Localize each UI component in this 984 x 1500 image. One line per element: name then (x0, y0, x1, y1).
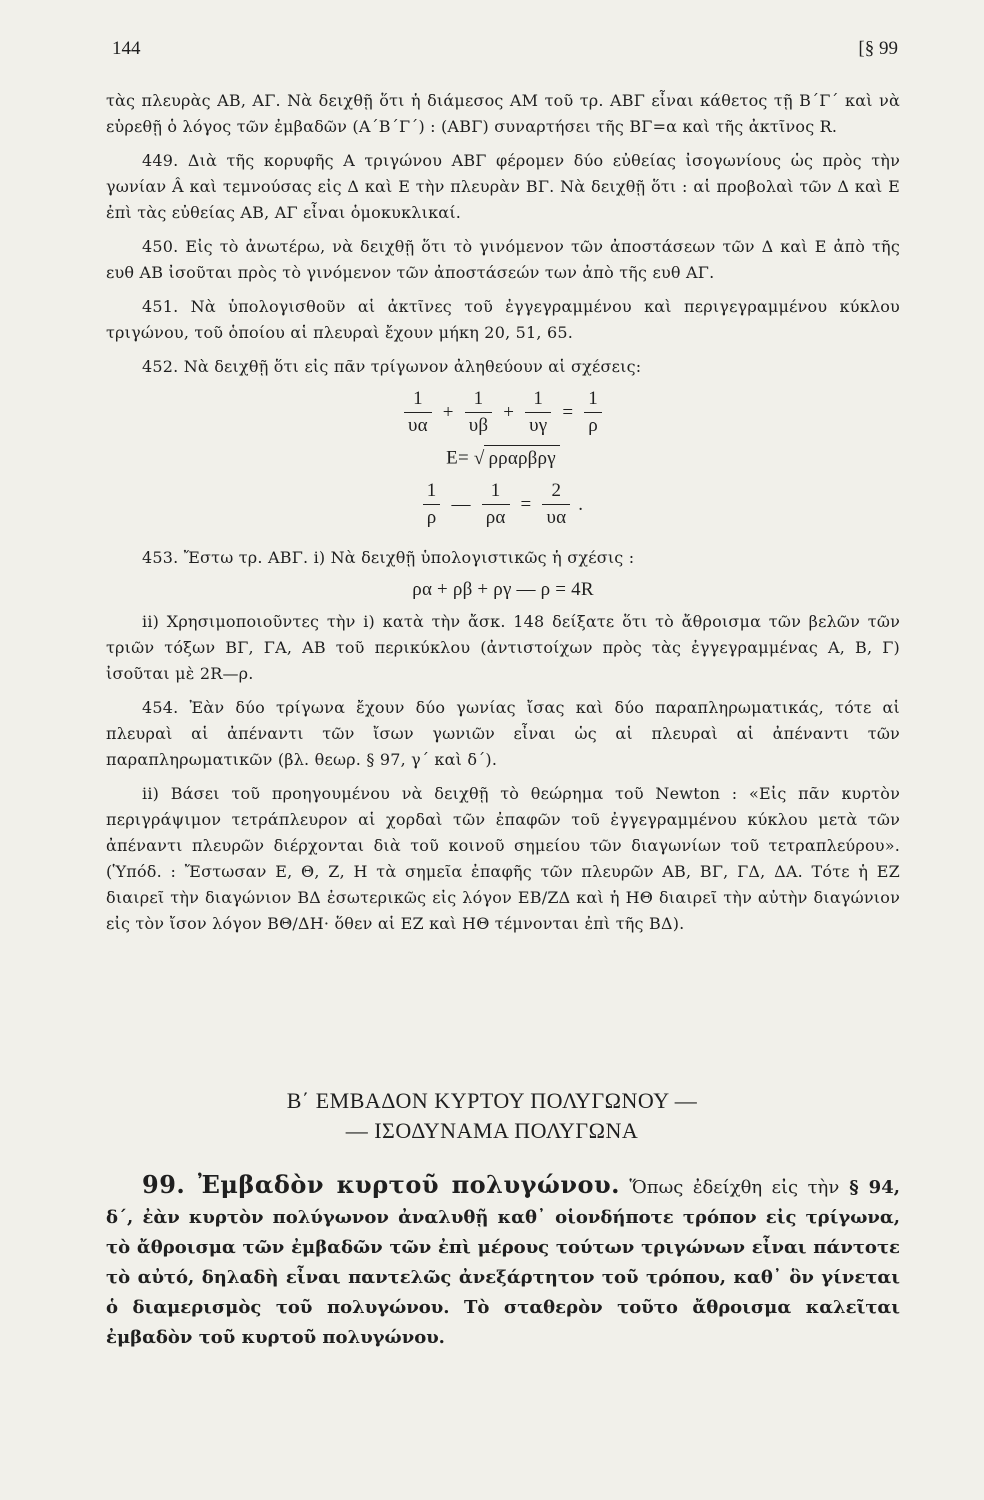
formula-inverse-altitudes: $\frac{1}{\upsilon\alpha}$ + $\frac{1}{\upsilon\beta}$ + $\frac{1}{\upsilon\gamma}$ = $\frac{1}{\rho}$ (106, 386, 900, 439)
formula-area-radii: E= √ ρραρβργ (106, 445, 900, 472)
exercise-454: 454. Ἐὰν δύο τρίγωνα ἔχουν δύο γωνίας ἴσας καὶ δύο παραπληρωματικάς, τότε αἱ πλευραὶ αἱ ἀπέναντι τῶν ἴσων γωνιῶν εἶναι ὡς αἱ πλευραὶ αἱ ἀπέναντι τῶν παραπληρωματικῶν (βλ. θεωρ. § 97, γ΄ καὶ δ΄). (106, 698, 900, 769)
page-number: 144 (112, 38, 141, 59)
formula-exradii-sum: ρα + ρβ + ργ — ρ = 4R (412, 579, 594, 600)
exercise-452: 452. Νὰ δειχθῇ ὅτι εἰς πᾶν τρίγωνον ἀληθεύουν αἱ σχέσεις: (142, 357, 642, 376)
exercise-453-ii: ii) Χρησιμοποιοῦντες τὴν i) κατὰ τὴν ἄσκ. 148 δείξατε ὅτι τὸ ἄθροισμα τῶν βελῶν τῶν τριῶν τόξων ΒΓ, ΓΑ, ΑΒ τοῦ περικύκλου (ἀντιστοίχων πρὸς τὰς ἐγγεγραμμένας Α, Β, Γ) ἰσοῦται μὲ 2R—ρ. (106, 612, 900, 683)
exercise-450: 450. Εἰς τὸ ἀνωτέρω, νὰ δειχθῇ ὅτι τὸ γινόμενον τῶν ἀποστάσεων τῶν Δ καὶ Ε ἀπὸ τῆς ευθ ΑΒ ἰσοῦται πρὸς τὸ γινόμενον τῶν ἀποστάσεών των ἀπὸ τῆς ευθ ΑΓ. (106, 237, 900, 282)
exercise-451: 451. Νὰ ὑπολογισθοῦν αἱ ἀκτῖνες τοῦ ἐγγεγραμμένου καὶ περιγεγραμμένου κύκλου τριγώνου, τοῦ ὁποίου αἱ πλευραὶ ἔχουν μήκη 20, 51, 65. (106, 297, 900, 342)
definition-body: § 94, δ΄, ἐὰν κυρτὸν πολύγωνον ἀναλυθῇ καθ᾽ οἱονδήποτε τρόπον εἰς τρίγωνα, τὸ ἄθροισμα τῶν ἐμβαδῶν τῶν ἐπὶ μέρους τούτων τριγώνων εἶναι πάντοτε τὸ αὐτό, δηλαδὴ εἶναι παντελῶς ἀνεξάρτητον τοῦ τρόπου, καθ᾽ ὃν γίνεται ὁ διαμερισμὸς τοῦ πολυγώνου. Τὸ σταθερὸν τοῦτο ἄθροισμα καλεῖται ἐμβαδὸν τοῦ κυρτοῦ πολυγώνου. (106, 1177, 900, 1348)
exercise-449: 449. Διὰ τῆς κορυφῆς Α τριγώνου ΑΒΓ φέρομεν δύο εὐθείας ἰσογωνίους ὡς πρὸς τὴν γωνίαν Â καὶ τεμνούσας εἰς Δ καὶ Ε τὴν πλευρὰν ΒΓ. Νὰ δειχθῇ ὅτι : αἱ προβολαὶ τῶν Δ καὶ Ε ἐπὶ τὰς εὐθείας ΑΒ, ΑΓ εἶναι ὁμοκυκλικαί. (106, 151, 900, 222)
section-heading: Β΄ ΕΜΒΑΔΟΝ ΚΥΡΤΟΥ ΠΟΛΥΓΩΝΟΥ — — ΙΣΟΔΥΝΑΜΑ ΠΟΛΥΓΩΝΑ (286, 1088, 698, 1143)
definition-intro: Ὅπως ἐδείχθη εἰς τὴν (619, 1177, 840, 1198)
square-root: √ ρραρβργ (474, 445, 560, 472)
exercise-text (106, 88, 900, 937)
paragraph-continuation: τὰς πλευρὰς ΑΒ, ΑΓ. Νὰ δειχθῇ ὅτι ἡ διάμεσος ΑΜ τοῦ τρ. ΑΒΓ εἶναι κάθετος τῇ Β΄Γ΄ καὶ νὰ εὑρεθῇ ὁ λόγος τῶν ἐμβαδῶν (Α΄Β΄Γ΄) : (ΑΒΓ) συναρτήσει τῆς ΒΓ=α καὶ τῆς ἀκτῖνος R. (106, 91, 900, 136)
formula-radii-difference: $\frac{1}{\rho}$ — $\frac{1}{\rho\alpha}$ = $\frac{2}{\upsilon\alpha}$ . (106, 478, 900, 531)
definition-title: 99. Ἐμβαδὸν κυρτοῦ πολυγώνου. (142, 1170, 620, 1199)
definition-99 (106, 1170, 900, 1353)
exercise-454-ii: ii) Βάσει τοῦ προηγουμένου νὰ δειχθῇ τὸ θεώρημα τοῦ Newton : «Εἰς πᾶν κυρτὸν περιγράψιμον τετράπλευρον αἱ χορδαὶ τῶν ἐπαφῶν τοῦ ἐγγεγραμμένου κύκλου μετὰ τῶν ἀπέναντι πλευρῶν διέρχονται διὰ τοῦ κοινοῦ σημείου τῶν διαγωνίων τοῦ τετραπλεύρου». (Ὑπόδ. : Ἔστωσαν Ε, Θ, Ζ, Η τὰ σημεῖα ἐπαφῆς τῶν πλευρῶν ΑΒ, ΒΓ, ΓΔ, ΔΑ. Τότε ἡ ΕΖ διαιρεῖ τὴν διαγώνιον ΒΔ ἐσωτερικῶς εἰς λόγον ΕΒ/ΖΔ καὶ ἡ ΗΘ διαιρεῖ τὴν αὐτὴν διαγώνιον εἰς τὸν ἴσον λόγον ΒΘ/ΔΗ· ὅθεν αἱ ΕΖ καὶ ΗΘ τέμνονται ἐπὶ τῆς ΒΔ). (106, 784, 900, 933)
exercise-453: 453. Ἔστω τρ. ΑΒΓ. i) Νὰ δειχθῇ ὑπολογιστικῶς ἡ σχέσις : (142, 548, 635, 567)
section-reference: [§ 99 (858, 38, 898, 59)
